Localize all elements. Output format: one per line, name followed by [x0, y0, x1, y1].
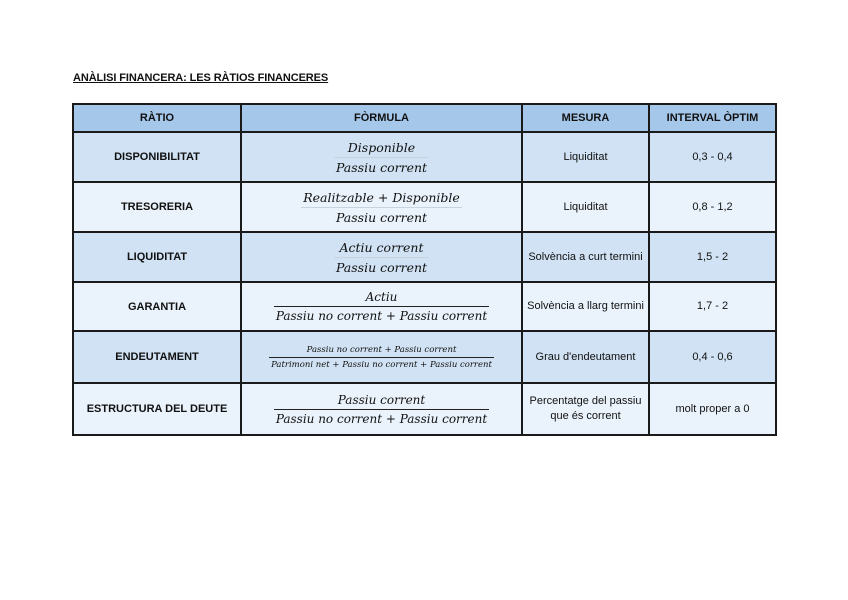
ratio-name: ESTRUCTURA DEL DEUTE [73, 383, 241, 435]
table-row [73, 232, 776, 282]
formula-cell [241, 232, 522, 282]
interval-cell: 1,5 - 2 [649, 232, 776, 282]
measure-cell: Liquiditat [522, 182, 649, 232]
ratio-name: ENDEUTAMENT [73, 331, 241, 383]
formula-cell [241, 383, 522, 435]
table-row [73, 182, 776, 232]
formula-denominator: Passiu corrent [335, 159, 428, 175]
table-row [73, 383, 776, 435]
formula-denominator: Passiu no corrent + Passiu corrent [275, 411, 488, 426]
measure-cell: Solvència a llarg termini [522, 282, 649, 331]
header-formula: FÒRMULA [241, 104, 522, 132]
ratio-name: LIQUIDITAT [73, 232, 241, 282]
formula-fraction [274, 393, 489, 426]
formula-cell [241, 182, 522, 232]
formula-numerator: Realitzable + Disponible [301, 190, 462, 208]
measure-cell: Liquiditat [522, 132, 649, 182]
formula-fraction [274, 290, 489, 323]
header-ratio: RÀTIO [73, 104, 241, 132]
formula-numerator: Actiu [274, 290, 489, 307]
formula-denominator: Passiu corrent [335, 209, 428, 225]
table-header-row [73, 104, 776, 132]
formula-fraction [334, 140, 429, 175]
formula-fraction [334, 240, 429, 275]
formula-numerator: Passiu no corrent + Passiu corrent [269, 345, 494, 358]
formula-cell [241, 282, 522, 331]
measure-cell: Solvència a curt termini [522, 232, 649, 282]
formula-denominator: Passiu corrent [335, 259, 428, 275]
formula-numerator: Passiu corrent [274, 393, 489, 410]
interval-cell: molt proper a 0 [649, 383, 776, 435]
header-measure: MESURA [522, 104, 649, 132]
formula-denominator: Passiu no corrent + Passiu corrent [275, 309, 488, 323]
formula-numerator: Disponible [334, 140, 429, 158]
formula-denominator: Patrimoni net + Passiu no corrent + Passiu corrent [271, 359, 492, 370]
formula-numerator: Actiu corrent [334, 240, 429, 258]
formula-fraction [269, 345, 494, 370]
ratio-name: DISPONIBILITAT [73, 132, 241, 182]
interval-cell: 0,3 - 0,4 [649, 132, 776, 182]
interval-cell: 0,4 - 0,6 [649, 331, 776, 383]
document-title: ANÀLISI FINANCERA: LES RÀTIOS FINANCERES [73, 72, 329, 84]
table-row [73, 282, 776, 331]
header-interval: INTERVAL ÒPTIM [649, 104, 776, 132]
table-row [73, 132, 776, 182]
ratio-name: TRESORERIA [73, 182, 241, 232]
formula-cell [241, 132, 522, 182]
formula-cell [241, 331, 522, 383]
interval-cell: 1,7 - 2 [649, 282, 776, 331]
formula-fraction [301, 190, 462, 225]
measure-cell: Grau d'endeutament [522, 331, 649, 383]
ratios-table [72, 103, 777, 436]
measure-cell: Percentatge del passiu que és corrent [522, 383, 649, 435]
ratio-name: GARANTIA [73, 282, 241, 331]
interval-cell: 0,8 - 1,2 [649, 182, 776, 232]
table-row [73, 331, 776, 383]
